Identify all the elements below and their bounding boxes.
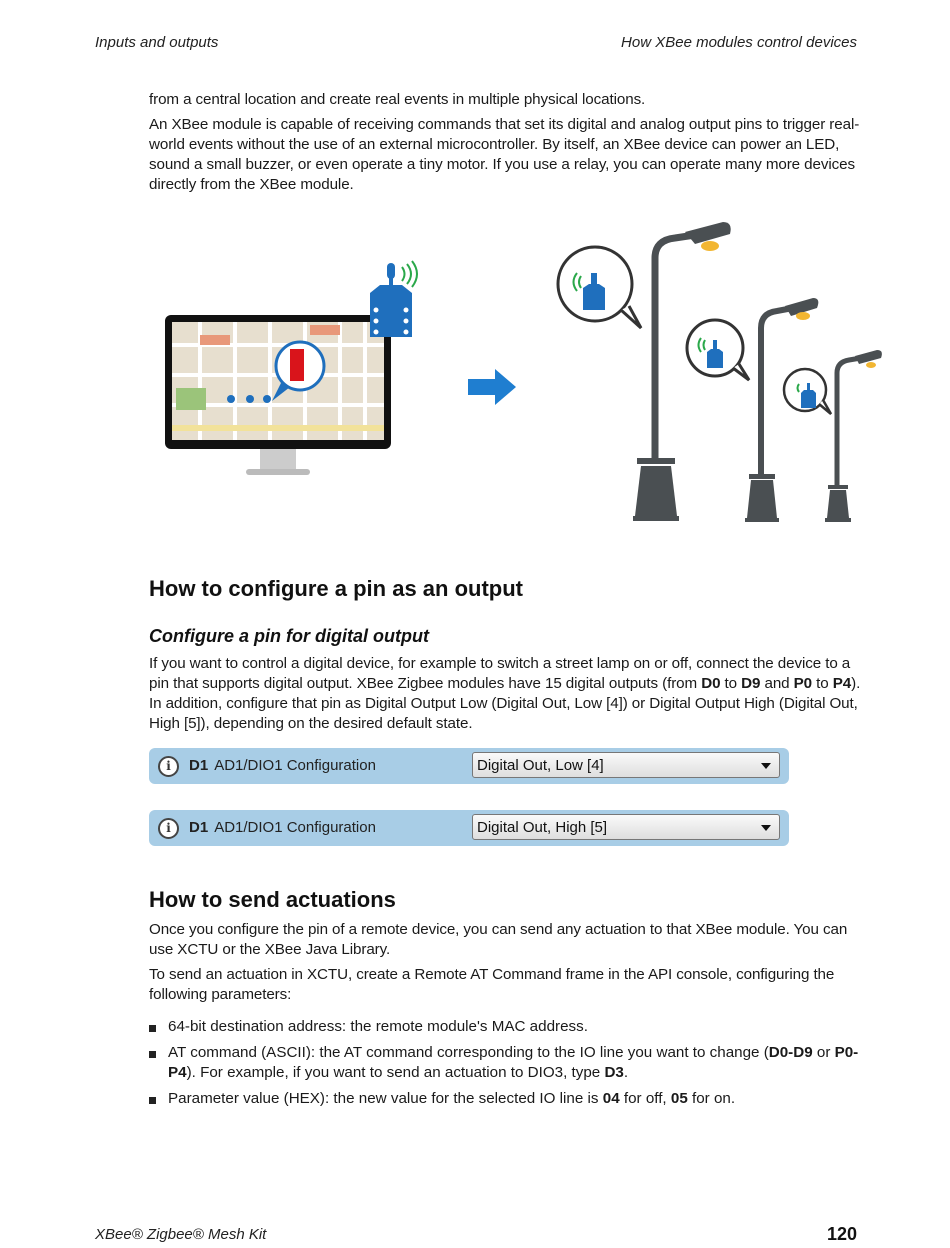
bold-term: P4	[832, 675, 852, 692]
street-lamps-illustration	[545, 218, 890, 528]
running-header-chapter: Inputs and outputs	[95, 34, 219, 51]
speech-bubble-large	[558, 247, 641, 328]
config-name: AD1/DIO1 Configuration	[214, 757, 376, 774]
config-name: AD1/DIO1 Configuration	[214, 819, 376, 836]
section-send-actuations	[149, 887, 865, 913]
footer-title: XBee® Zigbee® Mesh Kit	[95, 1226, 267, 1243]
xbee-module-icon	[370, 261, 417, 337]
config-row-high	[149, 810, 789, 846]
bold-term: D0-D9	[768, 1044, 813, 1061]
running-header-section: How XBee modules control devices	[621, 34, 857, 51]
config-code: D1	[189, 757, 209, 774]
intro-paragraph-2: An XBee module is capable of receiving commands that set its digital and analog output pins to trigger real-world events without the use of an external microcontroller. By itself, an XBee device can power an LED, sound a small buzzer, or even operate a tiny motor. If you use a relay, you can operate many more devices directly from the XBee module.	[149, 116, 860, 193]
bold-term: P0	[793, 675, 813, 692]
section1-paragraph: If you want to control a digital device, for example to switch a street lamp on or off, connect the device to a pin that supports digital output. XBee Zigbee modules have 15 digital outputs (from D0 to D9 and P0 to P4). In addition, configure that pin as Digital Output Low (Digital Out, Low [4]) or Digital Output High (Digital Out, High [5]), depending on the desired default state.	[149, 655, 861, 732]
bold-term: 05	[670, 1090, 688, 1107]
bold-term: D9	[741, 675, 761, 692]
chevron-down-icon[interactable]	[761, 763, 771, 769]
list-item: AT command (ASCII): the AT command corresponding to the IO line you want to change (D0-D9 or P0-P4). For example, if you want to send an actuation to DIO3, type D3.	[119, 1043, 865, 1083]
section-heading-configure: How to configure a pin as an output	[149, 576, 523, 601]
section1-body-wrap	[149, 654, 865, 734]
bold-term: P0-P4	[168, 1044, 859, 1081]
subsection-digital-output	[149, 626, 865, 647]
config-code: D1	[189, 819, 209, 836]
subsection-heading-digital-output: Configure a pin for digital output	[149, 626, 429, 646]
intro-text	[149, 90, 865, 195]
page-number: 120	[826, 1224, 857, 1244]
info-icon[interactable]: i	[158, 818, 179, 839]
section2-paragraph-2: To send an actuation in XCTU, create a Remote AT Command frame in the API console, configuring the following parameters:	[149, 966, 835, 1003]
section-heading-actuations: How to send actuations	[149, 887, 396, 912]
list-item: 64-bit destination address: the remote module's MAC address.	[119, 1017, 865, 1037]
monitor-map-illustration	[160, 255, 430, 485]
config-dropdown-value: Digital Out, High [5]	[477, 819, 608, 836]
parameter-list	[119, 1017, 865, 1109]
config-dropdown-value: Digital Out, Low [4]	[477, 757, 604, 774]
arrow-right-icon	[468, 369, 518, 405]
config-row-low	[149, 748, 789, 784]
list-item: Parameter value (HEX): the new value for the selected IO line is 04 for off, 05 for on.	[119, 1089, 865, 1109]
chevron-down-icon[interactable]	[761, 825, 771, 831]
config-label	[189, 757, 376, 774]
bold-term: D3	[604, 1064, 624, 1081]
config-label	[189, 819, 376, 836]
info-icon[interactable]: i	[158, 756, 179, 777]
bold-term: 04	[602, 1090, 620, 1107]
section2-body	[149, 920, 865, 1115]
speech-bubble-small	[784, 369, 831, 414]
section2-paragraph-1: Once you configure the pin of a remote device, you can send any actuation to that XBee module. You can use XCTU or the XBee Java Library.	[149, 921, 848, 958]
section-configure-output	[149, 576, 865, 602]
street-lamp-small	[825, 350, 882, 522]
intro-paragraph-1: from a central location and create real events in multiple physical locations.	[149, 91, 646, 108]
bold-term: D0	[701, 675, 721, 692]
config-dropdown[interactable]	[472, 814, 780, 840]
speech-bubble-medium	[687, 320, 749, 380]
config-dropdown[interactable]	[472, 752, 780, 778]
